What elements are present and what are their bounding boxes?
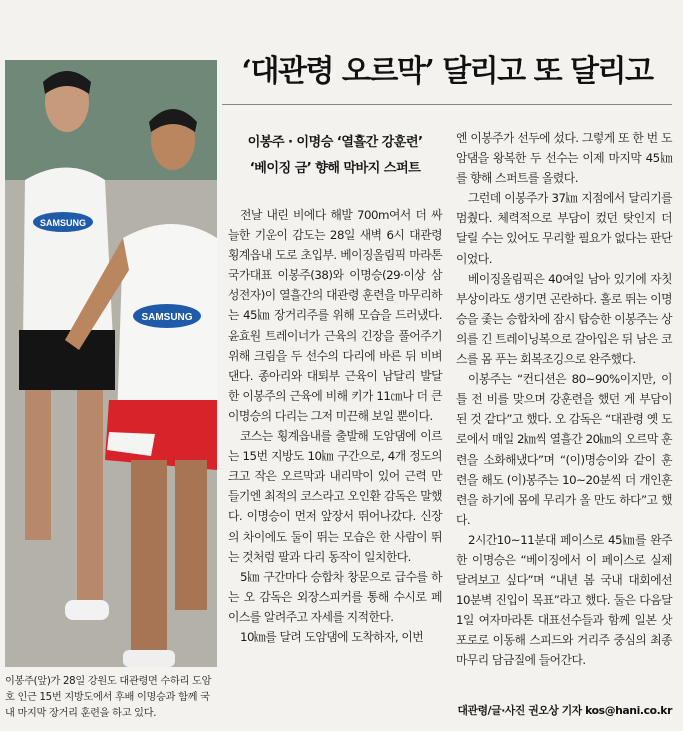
subheadline-line-2: ‘베이징 금’ 향해 막바지 스퍼트 bbox=[249, 161, 421, 176]
paragraph: 이봉주는 “컨디션은 80~90%이지만, 이틀 전 비를 맞으며 강훈련을 했던 게 부담이 된 것 같다”고 했다. 오 감독은 “대관령 옛 도로에서 매일 2㎞씩 열흘간 20㎞의 오르막 훈련을 소화해냈다”며 “(이)명승이와 같이 훈련을 해도 (이)봉주는 10~20분씩 더 개인훈련을 하기에 몸에 무리가 올 만도 하다”고 했다. bbox=[456, 372, 672, 527]
headline-divider bbox=[222, 104, 672, 105]
paragraph: 엔 이봉주가 선두에 섰다. 그렇게 또 한 번 도암댐을 왕복한 두 선수는 이제 마지막 45㎞를 향해 스퍼트를 올렸다. bbox=[456, 131, 672, 186]
headline: ‘대관령 오르막’ 달리고 또 달리고 bbox=[241, 54, 653, 89]
paragraph: 코스는 횡계읍내를 출발해 도암댐에 이르는 15번 지방도 10㎞ 구간으로, 4개 정도의 크고 작은 오르막과 내리막이 있어 근력 만들기엔 최적의 코스라고 오인환 감독은 말했다. 이명승이 먼저 앞장서 뛰어나갔다. 신장의 차이에도 둘이 뛰는 모습은 한 사람이 뛰는 것처럼 팔과 다리 동작이 일치한다. bbox=[228, 429, 442, 564]
paragraph: 그런데 이봉주가 37㎞ 지점에서 달리기를 멈췄다. 체력적으로 부담이 컸던 탓인지 더 달릴 수는 있어도 무리할 필요가 없다는 판단이었다. bbox=[456, 191, 672, 266]
subheadline-line-1: 이봉주 · 이명승 ‘열흘간 강훈련’ bbox=[247, 135, 423, 150]
back-runner-bib-text: SAMSUNG bbox=[39, 218, 87, 228]
front-runner-bib-text: SAMSUNG bbox=[141, 312, 193, 323]
news-photo bbox=[5, 60, 217, 667]
byline: 대관령/글·사진 권오상 기자 kos@hani.co.kr bbox=[457, 704, 672, 717]
paragraph: 전날 내린 비에다 해발 700m여서 더 싸늘한 기운이 감도는 28일 새벽 6시 대관령 횡계읍내 도로 초입부. 베이징올림픽 마라톤 국가대표 이봉주(38)와 이명승(29·이상 삼성전자)이 열흘간의 대관령 훈련을 마무리하는 45㎞ 장거리주를 위해 모습을 드러냈다. 윤효원 트레이너가 근육의 긴장을 풀어주기 위해 크림을 두 선수의 다리에 바른 뒤 비벼댄다. 종아리와 대퇴부 근육이 남달리 발달한 이봉주의 근육에 비해 키가 11㎝나 더 큰 이명승의 다리는 그저 미끈해 보일 뿐이다. bbox=[228, 208, 442, 423]
paragraph: 베이징올림픽은 40여일 남아 있기에 자칫 부상이라도 생기면 곤란하다. 홀로 뛰는 이명승을 좇는 승합차에 잠시 탑승한 이봉주는 상의를 긴 트레이닝복으로 갈아입은 뒤 남은 코스를 몸 푸는 회복조깅으로 완주했다. bbox=[456, 271, 672, 367]
paragraph: 10㎞를 달려 도암댐에 도착하자, 이번 bbox=[240, 629, 424, 644]
paragraph: 2시간10~11분대 페이스로 45㎞를 완주한 이명승은 “베이징에서 이 페이스로 실제 달려보고 싶다”며 “내년 봄 국내 대회에선 10분벽 진입이 목표”라고 했다. 둘은 다음달 1일 여자마라톤 대표선수들과 함께 일본 삿포로로 이동해 스피드와 거리주 중심의 최종 마무리 담금질에 들어간다. bbox=[456, 532, 672, 668]
article-column-1 bbox=[228, 205, 442, 647]
photo-caption: 이봉주(앞)가 28일 강원도 대관령면 수하리 도암호 인근 15번 지방도에서 후배 이명승과 함께 국내 마지막 장거리 훈련을 하고 있다. bbox=[5, 676, 212, 719]
paragraph: 5㎞ 구간마다 승합차 창문으로 급수를 하는 오 감독은 외장스피커를 통해 수시로 페이스를 알려주고 자세를 지적한다. bbox=[228, 569, 442, 624]
article-column-2 bbox=[456, 128, 672, 671]
subheadline bbox=[226, 130, 444, 182]
runners-illustration bbox=[5, 60, 217, 667]
